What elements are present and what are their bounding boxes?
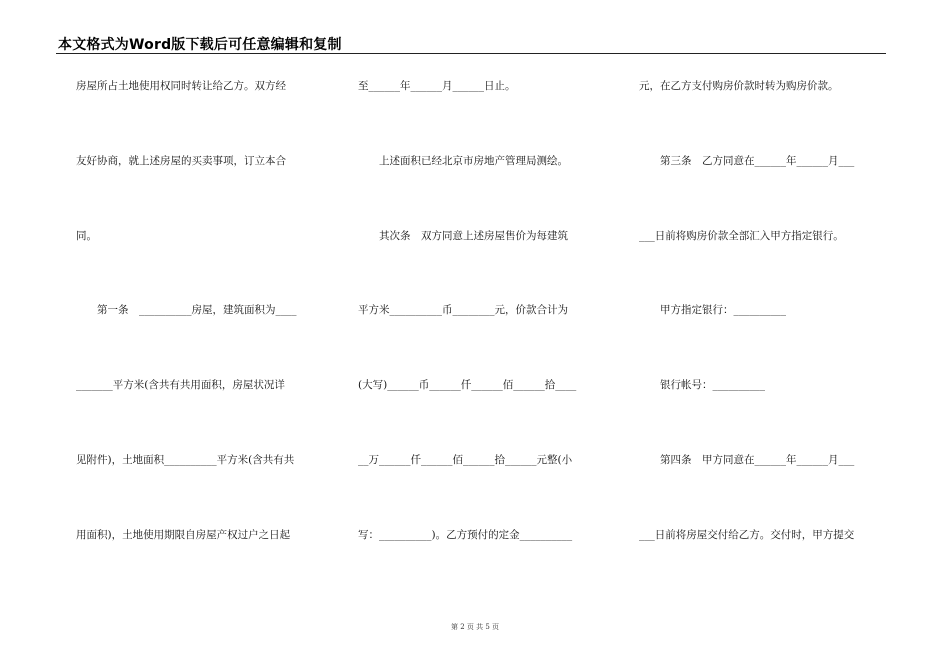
text-line: (大写)______币______仟______佰______拾____: [358, 379, 577, 391]
text-line: 平方米__________币________元，价款合计为: [358, 304, 568, 316]
text-line: 第一条 __________房屋，建筑面积为____: [76, 304, 297, 316]
header-title: 本文格式为Word版下载后可任意编辑和复制: [58, 37, 342, 53]
text-line: 其次条 双方同意上述房屋售价为每建筑: [358, 230, 568, 242]
text-line: _______平方米(含共有共用面积，房屋状况详: [76, 379, 285, 391]
text-line: 见附件)，土地面积__________平方米(含共有共: [76, 454, 295, 466]
text-line: 元，在乙方支付购房价款时转为购房价款。: [639, 80, 839, 92]
text-line: 甲方指定银行：__________: [639, 304, 786, 316]
text-line: 友好协商，就上述房屋的买卖事项，订立本合: [76, 155, 286, 167]
text-line: 写：__________)。乙方预付的定金__________: [358, 529, 573, 541]
text-line: ___日前将房屋交付给乙方。交付时，甲方提交: [639, 529, 855, 541]
text-line: 用面积)，土地使用期限自房屋产权过户之日起: [76, 529, 291, 541]
text-line: 第四条 甲方同意在______年______月___: [639, 454, 855, 466]
text-line: ___日前将购房价款全部汇入甲方指定银行。: [639, 230, 844, 242]
text-line: 上述面积已经北京市房地产管理局测绘。: [358, 155, 568, 167]
page-number: 第 2 页 共 5 页: [450, 623, 500, 631]
text-line: 房屋所占土地使用权同时转让给乙方。双方经: [76, 80, 286, 92]
header-rule: [56, 53, 886, 54]
text-line: 至______年______月______日止。: [358, 80, 516, 92]
text-line: __万______仟______佰______拾______元整(小: [358, 454, 573, 466]
text-line: 银行帐号：__________: [639, 379, 765, 391]
text-line: 同。: [76, 230, 97, 242]
text-line: 第三条 乙方同意在______年______月___: [639, 155, 855, 167]
